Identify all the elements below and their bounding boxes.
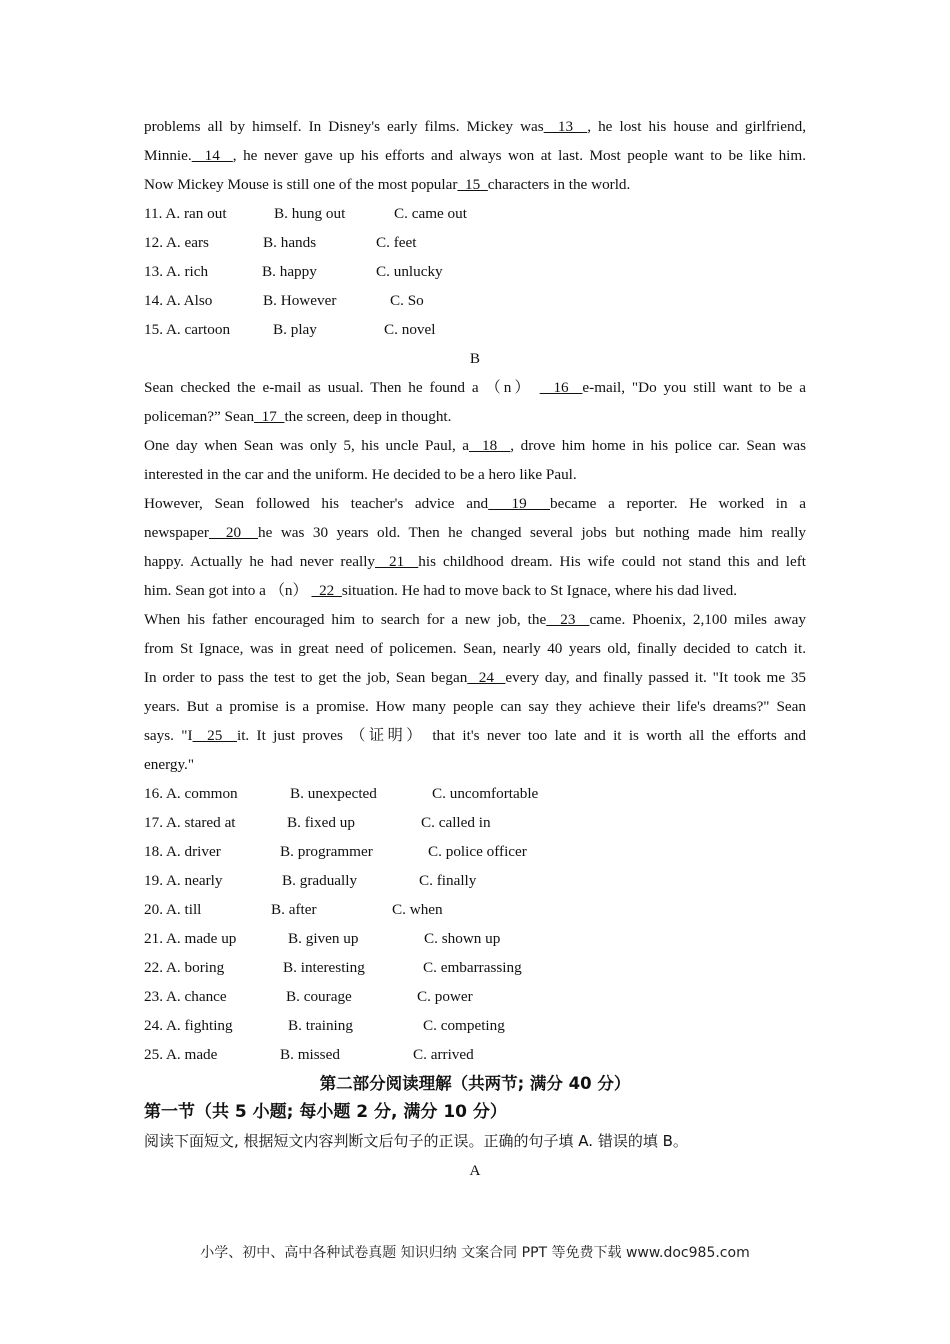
question-row: 19. A. nearly B. gradually C. finally	[144, 872, 477, 889]
question-row: 20. A. till B. after C. when	[144, 901, 443, 918]
passage-line: him. Sean got into a （n） 22 situation. He had to move back to St Ignace, where his dad lived.	[144, 582, 738, 599]
passage-line: One day when Sean was only 5, his uncle Paul, a 18 , drove him home in his police car. Sean was	[144, 437, 807, 454]
passage-line: newspaper 20 he was 30 years old. Then he changed several jobs but nothing made him really	[144, 524, 807, 541]
passage-line: happy. Actually he had never really 21 his childhood dream. His wife could not stand this and left	[144, 553, 806, 570]
passage-line: from St Ignace, was in great need of policemen. Sean, nearly 40 years old, finally decided to catch it.	[144, 640, 806, 657]
question-row: 12. A. ears B. hands C. feet	[144, 234, 417, 251]
blank-20: 20	[208, 524, 259, 541]
section1-title: 第一节（共 5 小题; 每小题 2 分, 满分 10 分）	[144, 1102, 507, 1122]
passage-line: problems all by himself. In Disney's early films. Mickey was 13 , he lost his house and girlfriend,	[144, 118, 807, 135]
blank-25: 25	[192, 727, 237, 744]
blank-23: 23	[546, 611, 590, 628]
question-row: 25. A. made B. missed C. arrived	[144, 1046, 474, 1063]
blank-19: 19	[488, 495, 551, 512]
question-row: 16. A. common B. unexpected C. uncomfortable	[144, 785, 539, 802]
question-row: 13. A. rich B. happy C. unlucky	[144, 263, 443, 280]
question-row: 17. A. stared at B. fixed up C. called in	[144, 814, 491, 831]
question-row: 22. A. boring B. interesting C. embarrassing	[144, 959, 522, 976]
question-row: 23. A. chance B. courage C. power	[144, 988, 473, 1005]
passage-line: says. "I 25 it. It just proves （证明） that it's never too late and it is worth all the efforts and	[144, 727, 806, 744]
question-row: 24. A. fighting B. training C. competing	[144, 1017, 505, 1034]
passage-line: policeman?” Sean 17 the screen, deep in thought.	[144, 408, 452, 425]
blank-14: 14	[191, 147, 233, 164]
question-row: 14. A. Also B. However C. So	[144, 292, 424, 309]
question-list-a	[144, 199, 806, 344]
blank-22: 22	[311, 582, 342, 599]
section-b-label: B	[469, 350, 481, 367]
question-list-b	[144, 779, 806, 1069]
passage-line: Sean checked the e-mail as usual. Then he found a （n） 16 e-mail, "Do you still want to be a	[144, 379, 807, 396]
blank-15: 15	[457, 176, 488, 193]
passage-line: years. But a promise is a promise. How many people can say they achieve their life's dreams?" Sean	[144, 698, 806, 715]
question-row: 11. A. ran out B. hung out C. came out	[144, 205, 467, 222]
question-row: 21. A. made up B. given up C. shown up	[144, 930, 501, 947]
passage-line: energy."	[144, 756, 195, 773]
passage-line: However, Sean followed his teacher's advice and 19 became a reporter. He worked in a	[144, 495, 806, 512]
blank-16: 16	[539, 379, 583, 396]
footer-banner: 小学、初中、高中各种试卷真题 知识归纳 文案合同 PPT 等免费下载 www.doc985.com	[200, 1245, 750, 1261]
blank-21: 21	[375, 553, 419, 570]
blank-13: 13	[543, 118, 588, 135]
passage-line: In order to pass the test to get the job, Sean began 24 every day, and finally passed it. "It took me 35	[144, 669, 807, 686]
passage-line: Minnie. 14 , he never gave up his efforts and always won at last. Most people want to be like him.	[144, 147, 806, 164]
passage-line: interested in the car and the uniform. He decided to be a hero like Paul.	[144, 466, 577, 483]
blank-24: 24	[467, 669, 506, 686]
question-row: 15. A. cartoon B. play C. novel	[144, 321, 436, 338]
part2-title: 第二部分阅读理解（共两节; 满分 40 分）	[319, 1074, 631, 1093]
blank-18: 18	[469, 437, 511, 454]
passage-line: When his father encouraged him to search for a new job, the 23 came. Phoenix, 2,100 miles away	[144, 611, 807, 628]
exam-page	[144, 112, 806, 1185]
instructions: 阅读下面短文, 根据短文内容判断文后句子的正误。正确的句子填 A. 错误的填 B。	[144, 1132, 688, 1150]
blank-17: 17	[254, 408, 285, 425]
question-row: 18. A. driver B. programmer C. police officer	[144, 843, 527, 860]
passage-line: Now Mickey Mouse is still one of the most popular 15 characters in the world.	[144, 176, 631, 193]
section-a-label: A	[469, 1162, 481, 1179]
